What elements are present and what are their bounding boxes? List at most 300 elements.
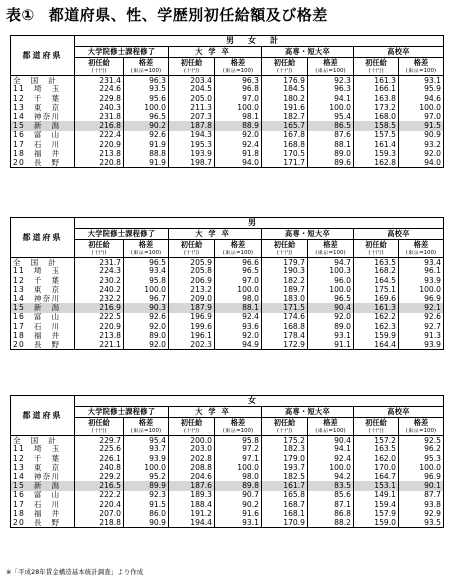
value-cell: 97.0 (399, 112, 444, 121)
value-cell: 178.4 (262, 331, 308, 340)
value-cell: 93.4 (124, 267, 169, 276)
value-cell: 203.0 (169, 445, 215, 454)
row-header: 都道府県 (22, 410, 63, 420)
value-cell: 92.1 (399, 303, 444, 312)
value-cell: 195.3 (169, 140, 215, 149)
value-cell: 167.8 (262, 131, 308, 140)
prefecture-cell: 11 埼 玉 (11, 267, 75, 276)
prefecture-cell: 17 石 川 (11, 322, 75, 331)
prefecture-cell: 20 長 野 (11, 158, 75, 167)
value-cell: 94.0 (399, 158, 444, 167)
value-cell: 92.6 (399, 313, 444, 322)
value-cell: 88.1 (215, 303, 262, 312)
value-cell: 213.2 (169, 285, 215, 294)
value-cell: 164.5 (354, 276, 399, 285)
table-row (11, 76, 444, 85)
value-cell: 204.6 (169, 472, 215, 481)
value-cell: 100.0 (124, 463, 169, 472)
value-cell: 94.9 (215, 340, 262, 349)
value-cell: 89.0 (308, 322, 354, 331)
value-cell: 182.7 (262, 112, 308, 121)
value-cell: 168.0 (354, 112, 399, 121)
value-cell: 205.8 (169, 267, 215, 276)
gap-header: 格差 (124, 418, 169, 428)
value-cell: 95.3 (399, 454, 444, 463)
value-cell: 95.9 (399, 85, 444, 94)
value-cell: 91.6 (215, 509, 262, 518)
value-cell: 98.1 (215, 112, 262, 121)
value-cell: 166.1 (354, 85, 399, 94)
category-label: 大学卒 (195, 407, 235, 417)
value-cell: 216.9 (75, 303, 124, 312)
row-header: 都道府県 (22, 232, 63, 242)
prefecture-cell: 15 新 潟 (11, 303, 75, 312)
value-cell: 96.6 (215, 258, 262, 267)
prefecture-cell: 14 神奈川 (11, 294, 75, 303)
value-cell: 222.5 (75, 313, 124, 322)
table-row (11, 276, 444, 285)
gap-header: 格差 (308, 418, 354, 428)
prefecture-cell: 11 埼 玉 (11, 85, 75, 94)
value-cell: 97.0 (215, 276, 262, 285)
prefecture-cell: 18 福 井 (11, 331, 75, 340)
value-cell: 182.3 (262, 445, 308, 454)
value-cell: 89.0 (308, 149, 354, 158)
salary-header: 初任給 (262, 418, 308, 428)
value-cell: 96.5 (215, 267, 262, 276)
value-cell: 170.9 (262, 518, 308, 527)
value-cell: 182.2 (262, 276, 308, 285)
value-cell: 206.9 (169, 276, 215, 285)
category-label: 高専・短大卒 (285, 407, 330, 417)
value-cell: 100.0 (215, 285, 262, 294)
category-label: 大学院修士課程修了 (87, 229, 156, 239)
prefecture-cell: 20 長 野 (11, 518, 75, 527)
value-cell: 170.0 (354, 463, 399, 472)
table-row (11, 491, 444, 500)
gap-header: 格差 (215, 58, 262, 68)
category-label: 大学院修士課程修了 (87, 407, 156, 417)
table-row (11, 112, 444, 121)
salary-unit: (千円) (354, 428, 399, 436)
value-cell: 100.0 (215, 103, 262, 112)
salary-unit: (千円) (262, 68, 308, 76)
value-cell: 93.9 (399, 276, 444, 285)
value-cell: 189.7 (262, 285, 308, 294)
value-cell: 172.9 (262, 340, 308, 349)
value-cell: 89.6 (308, 158, 354, 167)
value-cell: 90.2 (124, 121, 169, 130)
salary-unit: (千円) (75, 428, 124, 436)
value-cell: 207.0 (75, 509, 124, 518)
gap-unit: (東京=100) (308, 68, 354, 76)
table-row (11, 322, 444, 331)
value-cell: 92.0 (308, 313, 354, 322)
value-cell: 159.9 (354, 331, 399, 340)
value-cell: 85.6 (308, 491, 354, 500)
value-cell: 92.4 (215, 313, 262, 322)
table-row (11, 500, 444, 509)
value-cell: 196.1 (169, 331, 215, 340)
table-row (11, 85, 444, 94)
value-cell: 159.0 (354, 518, 399, 527)
value-cell: 95.8 (215, 436, 262, 445)
value-cell: 205.0 (169, 94, 215, 103)
value-cell: 213.8 (75, 331, 124, 340)
gap-unit: (東京=100) (308, 428, 354, 436)
value-cell: 220.8 (75, 158, 124, 167)
salary-header: 初任給 (354, 240, 399, 250)
value-cell: 92.7 (399, 322, 444, 331)
value-cell: 88.9 (215, 121, 262, 130)
table-row (11, 331, 444, 340)
value-cell: 94.7 (308, 258, 354, 267)
value-cell: 187.9 (169, 303, 215, 312)
value-cell: 163.5 (354, 445, 399, 454)
value-cell: 158.5 (354, 121, 399, 130)
table-row (11, 436, 444, 445)
table-row (11, 285, 444, 294)
value-cell: 194.3 (169, 131, 215, 140)
table-row (11, 303, 444, 312)
value-cell: 91.3 (399, 331, 444, 340)
section-label: 男女計 (226, 36, 292, 45)
gap-unit: (東京=100) (124, 428, 169, 436)
value-cell: 92.3 (308, 76, 354, 85)
value-cell: 218.8 (75, 518, 124, 527)
value-cell: 213.8 (75, 149, 124, 158)
salary-unit: (千円) (75, 250, 124, 258)
value-cell: 240.3 (75, 103, 124, 112)
value-cell: 175.2 (262, 436, 308, 445)
row-header-cell (11, 396, 75, 436)
value-cell: 100.0 (399, 463, 444, 472)
value-cell: 171.7 (262, 158, 308, 167)
value-cell: 90.7 (215, 491, 262, 500)
table-row (11, 509, 444, 518)
table-row (11, 131, 444, 140)
value-cell: 93.4 (399, 258, 444, 267)
value-cell: 191.6 (262, 103, 308, 112)
category-header (262, 47, 354, 58)
salary-unit: (千円) (262, 250, 308, 258)
category-label: 大学院修士課程修了 (87, 47, 156, 57)
value-cell: 88.8 (124, 149, 169, 158)
prefecture-cell: 14 神奈川 (11, 112, 75, 121)
value-cell: 226.1 (75, 454, 124, 463)
value-cell: 196.9 (169, 313, 215, 322)
value-cell: 87.1 (308, 500, 354, 509)
table-row (11, 140, 444, 149)
value-cell: 193.7 (262, 463, 308, 472)
value-cell: 168.8 (262, 322, 308, 331)
value-cell: 179.0 (262, 454, 308, 463)
value-cell: 163.8 (354, 94, 399, 103)
row-header-cell (11, 36, 75, 76)
gap-header: 格差 (399, 58, 444, 68)
prefecture-cell: 11 埼 玉 (11, 445, 75, 454)
category-header (354, 407, 444, 418)
value-cell: 97.2 (215, 445, 262, 454)
value-cell: 189.3 (169, 491, 215, 500)
value-cell: 86.8 (308, 509, 354, 518)
category-label: 高校卒 (387, 47, 410, 57)
section-band (75, 36, 444, 47)
value-cell: 204.5 (169, 85, 215, 94)
category-label: 大学卒 (195, 47, 235, 57)
value-cell: 93.1 (215, 518, 262, 527)
value-cell: 182.5 (262, 472, 308, 481)
value-cell: 90.9 (124, 518, 169, 527)
value-cell: 229.8 (75, 94, 124, 103)
value-cell: 231.7 (75, 258, 124, 267)
value-cell: 92.0 (399, 149, 444, 158)
table-row (11, 294, 444, 303)
value-cell: 87.6 (308, 131, 354, 140)
value-cell: 90.4 (308, 303, 354, 312)
value-cell: 95.4 (308, 112, 354, 121)
prefecture-cell: 18 福 井 (11, 149, 75, 158)
footnote: ※「平成28年賃金構造基本統計調査」より作成 (6, 568, 144, 576)
value-cell: 91.8 (215, 149, 262, 158)
value-cell: 168.7 (262, 500, 308, 509)
gap-unit: (東京=100) (399, 250, 444, 258)
value-cell: 90.2 (215, 500, 262, 509)
value-cell: 224.6 (75, 85, 124, 94)
salary-header: 初任給 (262, 58, 308, 68)
table-row (11, 472, 444, 481)
value-cell: 157.5 (354, 131, 399, 140)
row-header: 都道府県 (22, 50, 63, 60)
value-cell: 205.9 (169, 258, 215, 267)
table-row (11, 481, 444, 490)
prefecture-cell: 17 石 川 (11, 140, 75, 149)
category-header (169, 407, 262, 418)
value-cell: 91.1 (308, 340, 354, 349)
category-header (262, 407, 354, 418)
value-cell: 89.9 (124, 481, 169, 490)
value-cell: 90.4 (308, 436, 354, 445)
value-cell: 190.3 (262, 267, 308, 276)
value-cell: 153.1 (354, 481, 399, 490)
value-cell: 96.3 (215, 76, 262, 85)
title-text: 都道府県、性、学歴別初任給額及び格差 (48, 6, 328, 24)
value-cell: 97.1 (215, 454, 262, 463)
page-title (6, 4, 328, 25)
section-table (10, 35, 444, 168)
value-cell: 187.8 (169, 121, 215, 130)
gap-unit: (東京=100) (215, 428, 262, 436)
value-cell: 93.5 (399, 518, 444, 527)
value-cell: 149.1 (354, 491, 399, 500)
value-cell: 98.0 (215, 294, 262, 303)
value-cell: 93.5 (124, 85, 169, 94)
prefecture-cell: 20 長 野 (11, 340, 75, 349)
table-row (11, 158, 444, 167)
table-row (11, 463, 444, 472)
table-row (11, 103, 444, 112)
prefecture-cell: 13 東 京 (11, 103, 75, 112)
salary-header: 初任給 (169, 418, 215, 428)
salary-header: 初任給 (169, 58, 215, 68)
prefecture-cell: 12 千 葉 (11, 94, 75, 103)
gap-header: 格差 (124, 58, 169, 68)
value-cell: 92.6 (124, 313, 169, 322)
value-cell: 162.2 (354, 313, 399, 322)
gap-unit: (東京=100) (124, 68, 169, 76)
category-label: 大学卒 (195, 229, 235, 239)
value-cell: 96.9 (399, 294, 444, 303)
gap-unit: (東京=100) (215, 68, 262, 76)
value-cell: 92.4 (215, 140, 262, 149)
value-cell: 93.8 (399, 500, 444, 509)
gap-header: 格差 (399, 418, 444, 428)
value-cell: 240.2 (75, 285, 124, 294)
prefecture-cell: 16 富 山 (11, 491, 75, 500)
value-cell: 202.8 (169, 454, 215, 463)
value-cell: 230.2 (75, 276, 124, 285)
prefecture-cell: 13 東 京 (11, 463, 75, 472)
salary-unit: (千円) (75, 68, 124, 76)
value-cell: 173.2 (354, 103, 399, 112)
value-cell: 168.2 (354, 267, 399, 276)
prefecture-cell: 12 千 葉 (11, 276, 75, 285)
row-header-cell (11, 218, 75, 258)
table-row (11, 121, 444, 130)
prefecture-cell: 13 東 京 (11, 285, 75, 294)
value-cell: 100.0 (308, 285, 354, 294)
category-label: 高専・短大卒 (285, 47, 330, 57)
value-cell: 176.9 (262, 76, 308, 85)
value-cell: 94.6 (399, 94, 444, 103)
value-cell: 200.0 (169, 436, 215, 445)
prefecture-cell: 15 新 潟 (11, 121, 75, 130)
value-cell: 224.3 (75, 267, 124, 276)
gap-unit: (東京=100) (399, 68, 444, 76)
table-row (11, 445, 444, 454)
value-cell: 92.4 (308, 454, 354, 463)
prefecture-cell: 14 神奈川 (11, 472, 75, 481)
value-cell: 232.2 (75, 294, 124, 303)
value-cell: 198.7 (169, 158, 215, 167)
prefecture-cell: 16 富 山 (11, 313, 75, 322)
section-band (75, 218, 444, 229)
category-header (75, 407, 169, 418)
category-header (169, 229, 262, 240)
salary-header: 初任給 (169, 240, 215, 250)
value-cell: 220.9 (75, 140, 124, 149)
value-cell: 96.9 (399, 472, 444, 481)
value-cell: 92.3 (124, 491, 169, 500)
value-cell: 91.5 (399, 121, 444, 130)
value-cell: 191.2 (169, 509, 215, 518)
value-cell: 168.8 (262, 140, 308, 149)
salary-unit: (千円) (169, 250, 215, 258)
gap-header: 格差 (215, 240, 262, 250)
value-cell: 100.0 (308, 103, 354, 112)
value-cell: 92.0 (124, 340, 169, 349)
value-cell: 211.3 (169, 103, 215, 112)
category-label: 高専・短大卒 (285, 229, 330, 239)
value-cell: 92.0 (215, 331, 262, 340)
value-cell: 193.9 (169, 149, 215, 158)
gap-unit: (東京=100) (124, 250, 169, 258)
value-cell: 162.8 (354, 158, 399, 167)
value-cell: 87.7 (399, 491, 444, 500)
value-cell: 90.1 (399, 481, 444, 490)
section-band (75, 396, 444, 407)
value-cell: 97.0 (215, 94, 262, 103)
category-header (354, 47, 444, 58)
gap-unit: (東京=100) (215, 250, 262, 258)
value-cell: 183.0 (262, 294, 308, 303)
value-cell: 89.0 (124, 331, 169, 340)
value-cell: 207.3 (169, 112, 215, 121)
section-label: 男 (248, 218, 270, 227)
category-header (354, 229, 444, 240)
value-cell: 95.8 (124, 276, 169, 285)
value-cell: 83.5 (308, 481, 354, 490)
value-cell: 171.5 (262, 303, 308, 312)
value-cell: 216.5 (75, 481, 124, 490)
value-cell: 229.7 (75, 436, 124, 445)
gap-header: 格差 (399, 240, 444, 250)
value-cell: 240.8 (75, 463, 124, 472)
gap-unit: (東京=100) (399, 428, 444, 436)
salary-header: 初任給 (354, 58, 399, 68)
value-cell: 94.0 (215, 158, 262, 167)
value-cell: 96.3 (308, 85, 354, 94)
value-cell: 216.8 (75, 121, 124, 130)
value-cell: 95.2 (124, 472, 169, 481)
value-cell: 231.8 (75, 112, 124, 121)
table-row (11, 258, 444, 267)
value-cell: 92.0 (215, 131, 262, 140)
category-label: 高校卒 (387, 407, 410, 417)
value-cell: 92.5 (399, 436, 444, 445)
value-cell: 96.5 (308, 294, 354, 303)
salary-unit: (千円) (169, 68, 215, 76)
section-label: 女 (248, 396, 270, 405)
value-cell: 96.3 (124, 76, 169, 85)
value-cell: 93.9 (124, 454, 169, 463)
table-row (11, 267, 444, 276)
value-cell: 100.0 (215, 463, 262, 472)
value-cell: 159.3 (354, 149, 399, 158)
salary-unit: (千円) (169, 428, 215, 436)
value-cell: 100.0 (399, 103, 444, 112)
value-cell: 170.5 (262, 149, 308, 158)
value-cell: 100.0 (308, 463, 354, 472)
section-table (10, 217, 444, 350)
value-cell: 86.0 (124, 509, 169, 518)
category-label: 高校卒 (387, 229, 410, 239)
salary-header: 初任給 (75, 58, 124, 68)
prefecture-cell: 全 国 計 (11, 76, 75, 85)
table-row (11, 94, 444, 103)
value-cell: 100.3 (308, 267, 354, 276)
value-cell: 164.4 (354, 340, 399, 349)
value-cell: 92.6 (124, 131, 169, 140)
value-cell: 157.9 (354, 509, 399, 518)
value-cell: 92.0 (124, 322, 169, 331)
value-cell: 187.6 (169, 481, 215, 490)
value-cell: 221.1 (75, 340, 124, 349)
value-cell: 163.5 (354, 258, 399, 267)
category-header (75, 47, 169, 58)
prefecture-cell: 全 国 計 (11, 258, 75, 267)
value-cell: 88.2 (308, 518, 354, 527)
